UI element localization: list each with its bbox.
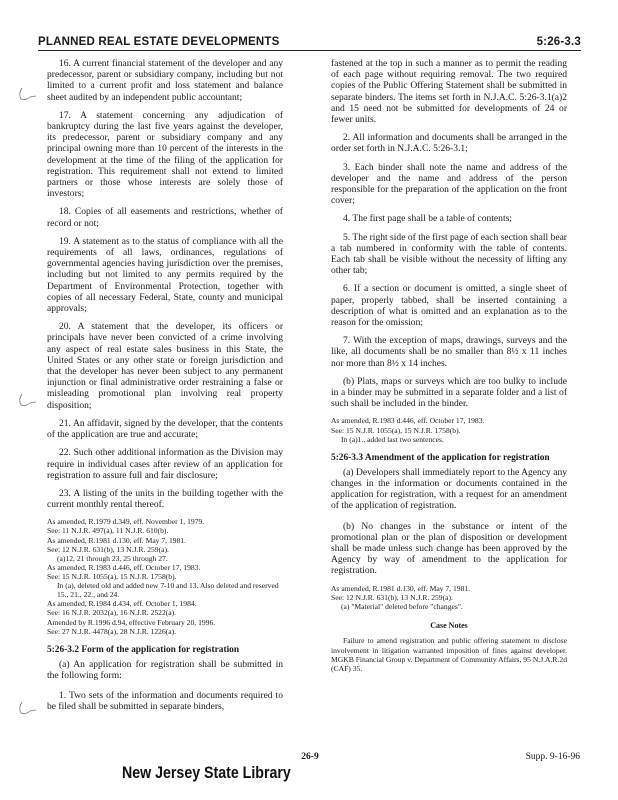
paragraph: fastened at the top in such a manner as to permit the reading of each page without requiring removal. The two required copies of the Public Offering Statement shall be submitted in separate binders. The items set forth in N.J.A.C. 5:26-3.1(a)2 and 15 need not be submitted for developments of 24 or fewer units. — [331, 58, 567, 126]
supplement-date: Supp. 9-16-96 — [525, 752, 580, 762]
paragraph: 20. A statement that the developer, its officers or principals have never been convicted of a crime involving any aspect of real estate sales business in this State, the United States or any other state or foreign jurisdiction and that the developer has never been subject to any permanent injunction or final administrative order restraining a false or misleading promotional plan involving real property disposition; — [47, 321, 283, 411]
history-line: See: 12 N.J.R. 631(b), 13 N.J.R. 259(a). — [47, 544, 169, 554]
history-line: (a)12, 21 through 23, 25 through 27. — [57, 553, 168, 563]
history-line: As amended, R.1983 d.446, eff. October 17, 1983. — [331, 416, 485, 426]
paragraph: (a) An application for registration shall be submitted in the following form: — [47, 658, 283, 681]
header-section-number: 5:26-3.3 — [536, 36, 581, 48]
paragraph: 3. Each binder shall note the name and address of the developer and the name and address of the person responsible for the preparation of the application on the front cover; — [331, 161, 567, 207]
paragraph: 7. With the exception of maps, drawings, surveys and the like, all documents shall be no smaller than 8½ x 11 inches nor more than 8½ x 14 inches. — [331, 335, 567, 369]
history-line: See: 11 N.J.R. 497(a), 11 N.J.R. 610(b). — [47, 526, 169, 536]
paragraph: 16. A current financial statement of the developer and any predecessor, parent or subsidiary company, including but not limited to a current profit and loss statement and balance sheet audited by an independent public accountant; — [47, 58, 283, 103]
history-line: See: 15 N.J.R. 1055(a), 15 N.J.R. 1758(b). — [47, 571, 177, 581]
history-line: (a) "Material" deleted before "changes". — [341, 601, 463, 611]
library-stamp: New Jersey State Library — [122, 764, 291, 782]
history-line: In (a), deleted old and added new 7-10 and 13. Also deleted and reserved 15., 21., 22., and 24. — [57, 581, 279, 600]
history-line: As amended, R.1979 d.349, eff. November 1, 1979. — [47, 517, 205, 527]
paragraph: 17. A statement concerning any adjudication of bankruptcy during the last five years against the developer, its predecessor, parent or subsidiary company and any principal owning more than 10 percent of the interests in the development at the time of the filing of the application for registration. This requirement shall not extend to limited partners or those whose interests are solely those of investors; — [47, 109, 283, 200]
margin-mark-icon — [16, 700, 38, 716]
paragraph: 18. Copies of all easements and restrictions, whether of record or not; — [47, 206, 283, 229]
section-heading: 5:26-3.2 Form of the application for registration — [47, 644, 240, 655]
section-heading: 5:26-3.3 Amendment of the application for registration — [331, 452, 550, 463]
history-line: As amended, R.1983 d.446, eff. October 17, 1983. — [47, 562, 201, 572]
paragraph: 5. The right side of the first page of each section shall bear a tab numbered in conformity with the table of contents. Each tab shall be visible without the necessity of lifting any other tab; — [331, 231, 567, 277]
paragraph: 6. If a section or document is omitted, a single sheet of paper, properly tabbed, shall be inserted containing a description of what is omitted and an explanation as to the reason for the omission; — [331, 283, 567, 329]
right-column — [331, 58, 567, 673]
history-line: See: 15 N.J.R. 1055(a), 15 N.J.R. 1758(b). — [331, 425, 461, 435]
history-line: As amended, R.1981 d.130, eff. May 7, 1981. — [47, 535, 187, 545]
margin-mark-icon — [16, 86, 38, 102]
paragraph: 21. An affidavit, signed by the developer, that the contents of the application are true and accurate; — [47, 417, 283, 441]
history-line: See: 27 N.J.R. 4478(a), 28 N.J.R. 1226(a). — [47, 626, 177, 636]
history-line: See: 16 N.J.R. 2032(a), 16 N.J.R. 2522(a). — [47, 608, 177, 618]
paragraph: 22. Such other additional information as the Division may require in individual cases after review of an application for registration to assure full and fair disclosure; — [47, 447, 283, 481]
case-notes-title: Case Notes — [430, 621, 468, 631]
paragraph: 23. A listing of the units in the building together with the current monthly rental thereof. — [47, 487, 283, 511]
case-notes-body: Failure to amend registration and public offering statement to disclose involvement in litigation warranted imposition of fines against developer. MGKB Financial Group v. Department of Community Affairs, 95 N.J.A.R.2d (CAF) 35. — [331, 636, 567, 674]
history-line: In (a)1., added last two sentences. — [341, 434, 444, 444]
history-line: As amended, R.1984 d.434, eff. October 1, 1984. — [47, 599, 197, 609]
paragraph: (a) Developers shall immediately report to the Agency any changes in the information or documents contained in the application for registration, with a request for an amendment of the application of registration. — [331, 466, 567, 512]
paragraph: 19. A statement as to the status of compliance with all the requirements of all laws, ordinances, regulations of governmental agencies having jurisdiction over the premises, including but not limited to any permits required by the Department of Environmental Protection, together with copies of all necessary Federal, State, county and municipal approvals; — [47, 235, 283, 315]
left-column — [47, 58, 283, 720]
paragraph: 4. The first page shall be a table of contents; — [343, 213, 512, 225]
margin-mark-icon — [16, 392, 38, 408]
history-notes — [47, 517, 283, 635]
paragraph: 1. Two sets of the information and documents required to be filed shall be submitted in separate binders, — [47, 690, 283, 713]
history-line: See: 12 N.J.R. 631(b), 13 N.J.R. 259(a). — [331, 592, 453, 602]
paragraph: 2. All information and documents shall be arranged in the order set forth in N.J.A.C. 5:26-3.1; — [331, 132, 567, 155]
paragraph: (b) Plats, maps or surveys which are too bulky to include in a binder may be submitted in a separate folder and a list of such shall be included in the binder. — [331, 375, 567, 410]
header-title: PLANNED REAL ESTATE DEVELOPMENTS — [38, 36, 280, 48]
history-notes — [331, 584, 567, 611]
history-notes — [331, 416, 567, 443]
history-line: As amended, R.1981 d.130, eff. May 7, 1981. — [331, 583, 471, 593]
history-line: Amended by R.1996 d.94, effective February 20, 1996. — [47, 617, 216, 627]
paragraph: (b) No changes in the substance or intent of the promotional plan or the plan of disposition or development shall be made unless such change has been approved by the Agency by way of amendment to the application for registration. — [331, 520, 567, 577]
running-header — [38, 34, 581, 51]
page-number: 26-9 — [301, 752, 319, 762]
